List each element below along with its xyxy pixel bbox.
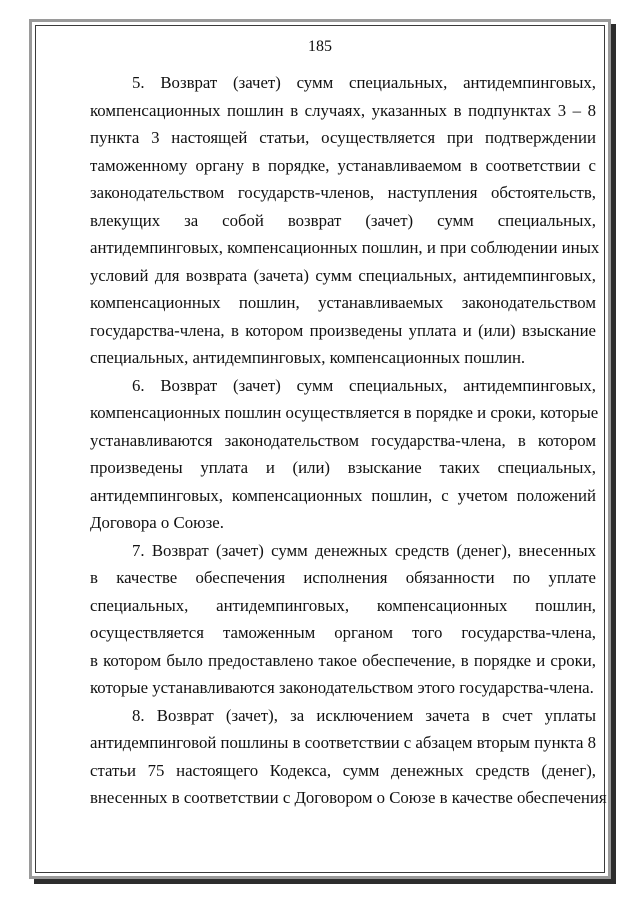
text-line: условий для возврата (зачета) сумм специальных, антидемпинговых, [90, 265, 596, 285]
text-line: 7. Возврат (зачет) сумм денежных средств (денег), внесенных [132, 540, 596, 560]
text-line: которые устанавливаются законодательством этого государства-члена. [90, 678, 594, 697]
text-line: 5. Возврат (зачет) сумм специальных, антидемпинговых, [132, 73, 596, 92]
text-line: статьи 75 настоящего Кодекса, сумм денежных средств (денег), [90, 760, 596, 780]
text-line: таможенному органу в порядке, устанавливаемом в соответствии с [90, 155, 596, 175]
text-line: антидемпинговой пошлины в соответствии с абзацем вторым пункта 8 [90, 733, 597, 752]
text-line: законодательством государств-членов, наступления обстоятельств, [90, 183, 596, 202]
text-line: произведены уплата и (или) взыскание таких специальных, [90, 458, 596, 477]
text-line: антидемпинговых, компенсационных пошлин, с учетом положений [90, 485, 596, 505]
text-line: пункта 3 настоящей статьи, осуществляется при подтверждении [90, 128, 596, 147]
text-line: специальных, антидемпинговых, компенсационных пошлин, [90, 595, 596, 615]
text-line: осуществляется таможенным органом того государства-члена, [90, 623, 596, 642]
text-line: компенсационных пошлин осуществляется в порядке и сроки, которые [90, 403, 599, 422]
text-line: в котором было предоставлено такое обеспечение, в порядке и сроки, [90, 650, 596, 670]
text-line: в качестве обеспечения исполнения обязанности по уплате [90, 568, 596, 587]
paragraph [90, 702, 607, 812]
document-body [90, 69, 607, 812]
text-line: антидемпинговых, компенсационных пошлин, и при соблюдении иных [90, 238, 600, 257]
text-line: государства-члена, в котором произведены уплата и (или) взыскание [90, 320, 596, 340]
text-line: Договора о Союзе. [90, 513, 224, 532]
text-line: специальных, антидемпинговых, компенсационных пошлин. [90, 348, 526, 367]
paragraph [90, 537, 596, 702]
text-line: влекущих за собой возврат (зачет) сумм специальных, [90, 210, 596, 230]
text-line: компенсационных пошлин, устанавливаемых законодательством [90, 293, 596, 312]
paragraph [90, 69, 600, 372]
text-line: 6. Возврат (зачет) сумм специальных, антидемпинговых, [132, 375, 596, 395]
page-number: 185 [308, 38, 332, 55]
text-line: устанавливаются законодательством государства-члена, в котором [90, 430, 596, 450]
text-line: 8. Возврат (зачет), за исключением зачета в счет уплаты [132, 705, 596, 725]
paragraph [90, 372, 599, 537]
text-line: компенсационных пошлин в случаях, указанных в подпунктах 3 – 8 [90, 100, 596, 120]
text-line: внесенных в соответствии с Договором о Союзе в качестве обеспечения [90, 788, 607, 807]
